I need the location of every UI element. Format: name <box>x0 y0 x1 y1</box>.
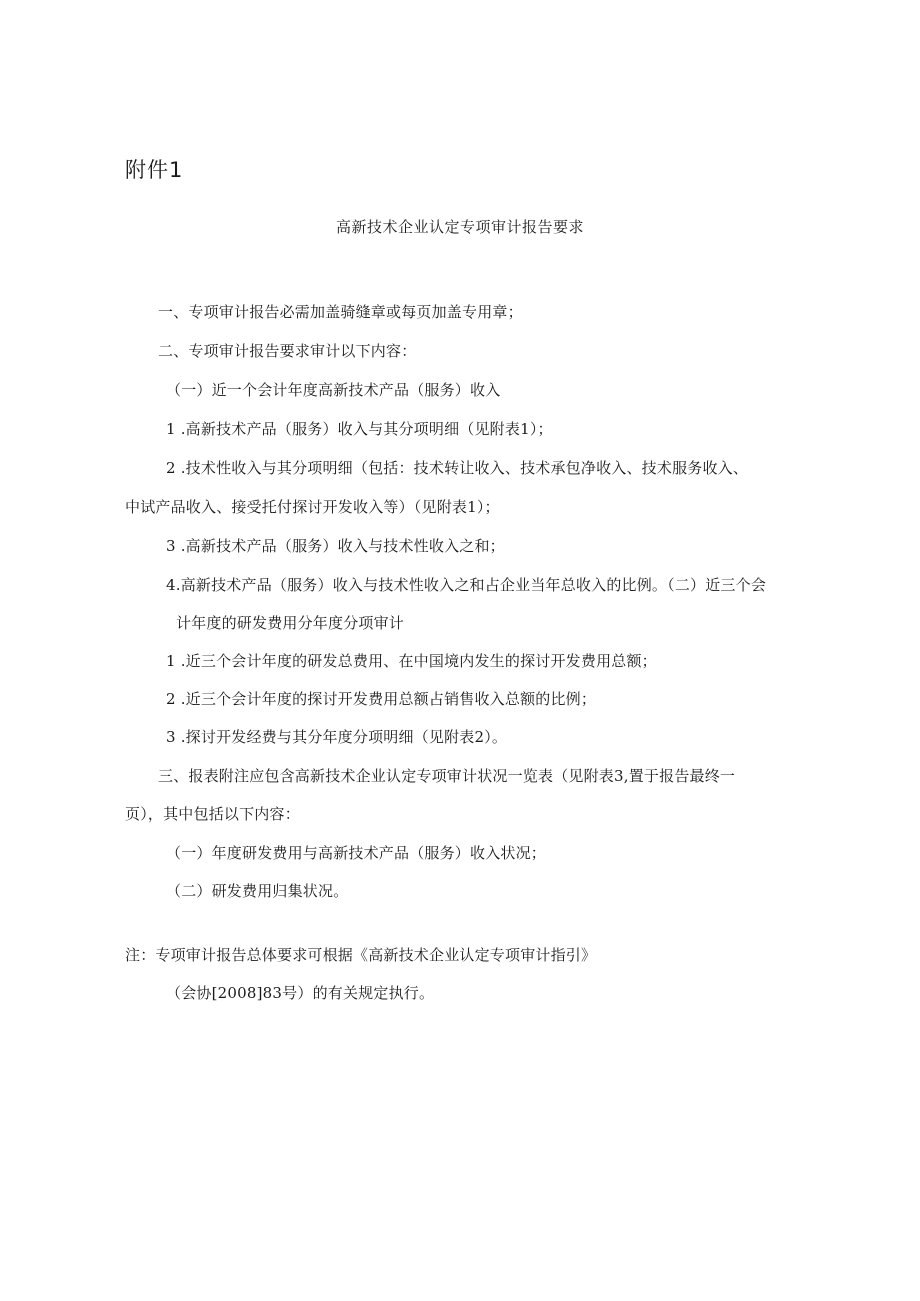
body-line-5: 2 .技术性收入与其分项明细（包括：技术转让收入、技术承包净收入、技术服务收入、 <box>166 459 749 477</box>
body-line-6: 中试产品收入、接受托付探讨开发收入等）（见附表1）； <box>125 498 500 516</box>
note-line-1: 注：专项审计报告总体要求可根据《高新技术企业认定专项审计指引》 <box>125 946 597 964</box>
body-line-13: 三、报表附注应包含高新技术企业认定专项审计状况一览表（见附表3,置于报告最终一 <box>158 767 736 785</box>
body-line-7: 3 .高新技术产品（服务）收入与技术性收入之和； <box>166 537 505 555</box>
body-line-2: 二、专项审计报告要求审计以下内容： <box>158 342 417 360</box>
body-line-16: （二）研发费用归集状况。 <box>166 882 349 900</box>
attachment-label: 附件1 <box>125 158 184 182</box>
document-title: 高新技术企业认定专项审计报告要求 <box>335 218 584 236</box>
body-line-4: 1 .高新技术产品（服务）收入与其分项明细（见附表1）； <box>166 420 553 438</box>
body-line-9: 计年度的研发费用分年度分项审计 <box>176 614 405 632</box>
note-line-2: （会协[2008]83号）的有关规定执行。 <box>166 984 435 1002</box>
body-line-15: （一）年度研发费用与高新技术产品（服务）收入状况； <box>166 844 547 862</box>
body-line-3: （一）近一个会计年度高新技术产品（服务）收入 <box>166 381 501 399</box>
body-line-1: 一、专项审计报告必需加盖骑缝章或每页加盖专用章； <box>158 303 523 321</box>
body-line-14: 页），其中包括以下内容： <box>125 805 300 823</box>
body-line-10: 1 .近三个会计年度的研发总费用、在中国境内发生的探讨开发费用总额； <box>166 652 657 670</box>
body-line-11: 2 .近三个会计年度的探讨开发费用总额占销售收入总额的比例； <box>166 690 597 708</box>
body-line-8: 4.高新技术产品（服务）收入与技术性收入之和占企业当年总收入的比例。（二）近三个会 <box>166 576 767 594</box>
body-line-12: 3 .探讨开发经费与其分年度分项明细（见附表2）。 <box>166 728 508 746</box>
